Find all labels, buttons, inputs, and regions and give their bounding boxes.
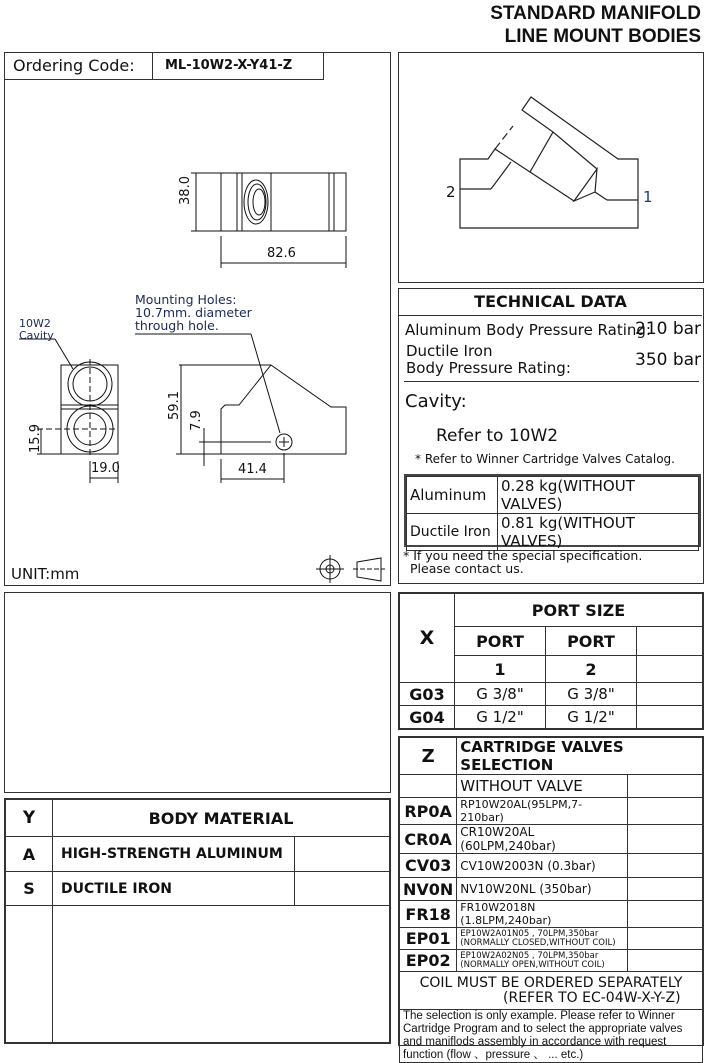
dim-59-1: 59.1 [166, 391, 182, 420]
note-line: through hole. [135, 318, 219, 333]
valve-desc: FR10W2018N (1.8LPM,240bar) [457, 901, 628, 928]
valve-code: CV03 [400, 854, 457, 878]
desc-line: EP10W2A01N05 , 70LPM,350bar [460, 928, 599, 939]
port2-size: G 1/2" [546, 706, 637, 729]
note-line: * If you need the special specification. [403, 548, 643, 563]
port2-size: G 3/8" [546, 683, 637, 706]
valve-desc: CR10W20AL (60LPM,240bar) [457, 825, 628, 854]
port-1-label: 1 [643, 188, 653, 206]
hydraulic-schematic-panel [398, 52, 704, 283]
port-number: 2 [546, 656, 637, 683]
empty-cell [400, 775, 457, 798]
empty-cell [6, 906, 53, 1043]
valve-desc [457, 928, 628, 950]
technical-data-panel [398, 288, 704, 584]
valve-code: CR0A [400, 825, 457, 854]
note-line: 10.7mm. diameter [135, 305, 252, 320]
valve-row [400, 928, 703, 950]
dim-length: 82.6 [267, 246, 296, 261]
special-note [403, 549, 642, 575]
empty-cell [295, 872, 390, 906]
al-pressure-value: 210 bar [635, 319, 702, 339]
material-row [6, 872, 390, 906]
di-label-line: Body Pressure Rating: [406, 359, 571, 377]
weight-row [407, 514, 699, 551]
port-size-title: PORT SIZE [455, 594, 703, 627]
cavity-label-line: 10W2 [19, 317, 51, 330]
port-code: G03 [400, 683, 455, 706]
material-row [6, 837, 390, 872]
y-label: Y [6, 800, 53, 837]
material-name: HIGH-STRENGTH ALUMINUM [53, 837, 295, 872]
valve-code: EP01 [400, 928, 457, 950]
projection-symbol [316, 555, 385, 583]
weight-material: Aluminum [407, 477, 498, 514]
port-row [400, 706, 703, 729]
valve-code: RP0A [400, 798, 457, 825]
ordering-code-label: Ordering Code: [5, 53, 153, 79]
empty-cell [628, 825, 703, 854]
coil-line: COIL MUST BE ORDERED SEPARATELY [419, 974, 683, 991]
cartridge-valves-table [398, 736, 704, 1061]
port-header: PORT [455, 627, 546, 656]
port-2-label: 2 [446, 183, 456, 201]
empty-cell [637, 683, 703, 706]
weight-table [404, 474, 701, 550]
without-valve: WITHOUT VALVE [457, 775, 628, 798]
port-header: PORT [546, 627, 637, 656]
empty-cell [628, 854, 703, 878]
port1-size: G 1/2" [455, 706, 546, 729]
ordering-code-value: ML-10W2-X-Y41-Z [165, 58, 293, 73]
material-code: A [6, 837, 53, 872]
valve-row [400, 878, 703, 901]
valve-code: NV0N [400, 878, 457, 901]
valve-row [400, 798, 703, 825]
empty-cell [628, 928, 703, 950]
weight-row [407, 477, 699, 514]
note-line: Please contact us. [410, 561, 524, 576]
valve-desc: NV10W20NL (350bar) [457, 878, 628, 901]
empty-cell [628, 798, 703, 825]
catalog-note: * Refer to Winner Cartridge Valves Catalog. [415, 452, 675, 466]
di-label-line: Ductile Iron [406, 342, 493, 360]
coil-note [400, 972, 703, 1010]
cavity-value: Refer to 10W2 [436, 426, 559, 446]
hydraulic-schematic [398, 52, 704, 283]
valve-desc [457, 950, 628, 972]
selection-note: The selection is only example. Please refer to Winner Cartridge Program and to select the appropriate valves and maniflods assembly in accordance with request function (flow 、pressure 、 ... etc.) [400, 1010, 703, 1063]
weight-material: Ductile Iron [407, 514, 498, 551]
di-pressure-label [406, 343, 571, 377]
valve-code: FR18 [400, 901, 457, 928]
drawing-panel [4, 52, 391, 586]
desc-line: EP10W2A02N05 , 70LPM,350bar [460, 950, 599, 961]
empty-cell [295, 837, 390, 872]
z-label: Z [400, 738, 457, 775]
page-title-line2: LINE MOUNT BODIES [504, 26, 701, 47]
port-code: G04 [400, 706, 455, 729]
di-pressure-value: 350 bar [635, 350, 702, 370]
valve-code: EP02 [400, 950, 457, 972]
dim-41-4: 41.4 [238, 462, 267, 477]
dim-19-0: 19.0 [91, 461, 120, 476]
cavity-label-line: Cavity [19, 329, 54, 342]
weight-value: 0.81 kg(WITHOUT VALVES) [498, 514, 699, 551]
port-size-table [398, 592, 704, 730]
valve-desc: CV10W2003N (0.3bar) [457, 854, 628, 878]
port-number: 1 [455, 656, 546, 683]
material-code: S [6, 872, 53, 906]
empty-cell [637, 656, 703, 683]
valve-desc: RP10W20AL(95LPM,7-210bar) [457, 798, 628, 825]
al-pressure-label: Aluminum Body Pressure Rating: [405, 321, 651, 339]
empty-cell [637, 706, 703, 729]
coil-line: (REFER TO EC-04W-X-Y-Z) [503, 989, 681, 1006]
mounting-holes-note [135, 293, 252, 332]
valve-row [400, 950, 703, 972]
valve-row [400, 901, 703, 928]
cavity-label [19, 318, 54, 342]
port-row [400, 683, 703, 706]
desc-line: (NORMALLY OPEN,WITHOUT COIL) [460, 959, 605, 970]
cavity-title: Cavity: [405, 391, 467, 412]
body-material-title: BODY MATERIAL [53, 800, 390, 837]
valve-row [400, 825, 703, 854]
empty-cell [637, 627, 703, 656]
divider [404, 381, 699, 382]
port1-size: G 3/8" [455, 683, 546, 706]
page-title-line1: STANDARD MANIFOLD [490, 3, 701, 24]
dim-15-9: 15.9 [27, 424, 43, 453]
valve-row [400, 854, 703, 878]
body-material-table [4, 798, 391, 1044]
empty-cell [53, 906, 390, 1043]
technical-data-title: TECHNICAL DATA [399, 289, 702, 316]
empty-cell [628, 950, 703, 972]
cartridge-title: CARTRIDGE VALVES SELECTION [457, 738, 703, 775]
note-line: Mounting Holes: [135, 292, 237, 307]
unit-label: UNIT:mm [11, 565, 80, 583]
empty-cell [628, 901, 703, 928]
dim-height-top: 38.0 [177, 176, 193, 205]
empty-cell [628, 878, 703, 901]
x-label: X [400, 594, 455, 683]
weight-value: 0.28 kg(WITHOUT VALVES) [498, 477, 699, 514]
material-name: DUCTILE IRON [53, 872, 295, 906]
dim-7-9: 7.9 [188, 410, 204, 431]
desc-line: (NORMALLY CLOSED,WITHOUT COIL) [460, 937, 616, 948]
empty-cell [628, 775, 703, 798]
blank-panel [4, 592, 391, 793]
